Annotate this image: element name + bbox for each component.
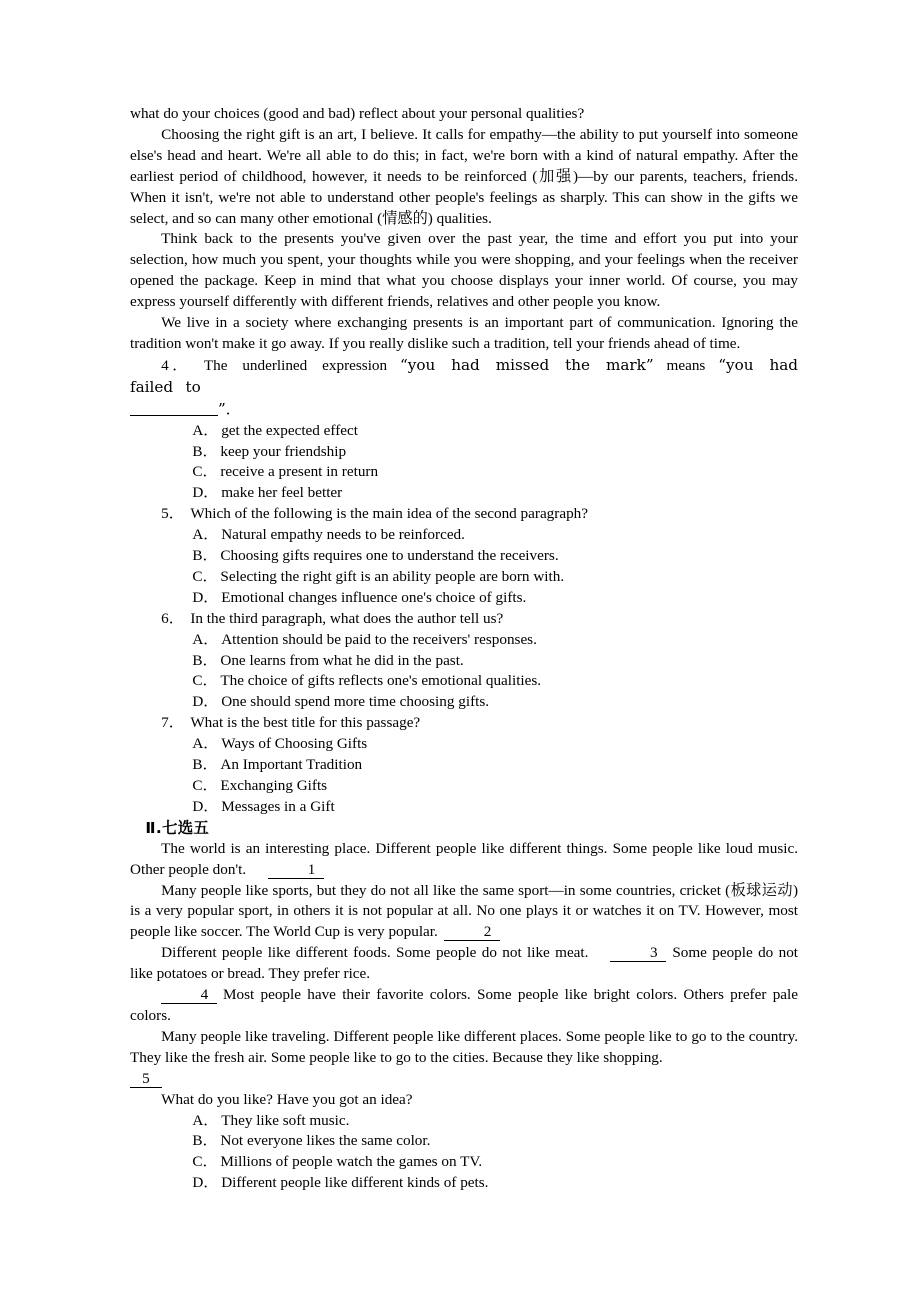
passage-paragraph-2: Think back to the presents you've given over the past year, the time and effort you put into your selection, how much you spent, your thoughts while you were shopping, and your feelings when the receiver opened the package. Keep in mind that what you choose displays your inner world. Of course, you may express yourself differently with different friends, relatives and other people you know. (130, 230, 798, 311)
cloze-blank-2[interactable]: 2 (444, 924, 499, 941)
option-letter: A． (192, 421, 219, 439)
option-text: receive a present in return (220, 463, 379, 481)
option-text: keep your friendship (220, 442, 347, 460)
option-text: Messages in a Gift (221, 797, 335, 815)
question-7-option-a[interactable] (130, 734, 798, 755)
option-text: get the expected effect (221, 421, 358, 439)
question-7-option-c[interactable] (130, 776, 798, 797)
option-letter: A． (192, 630, 219, 648)
section-2-paragraph-4 (130, 985, 798, 1027)
section-2-paragraph-4-text: Most people have their favorite colors. Some people like bright colors. Others prefer pale colors. (130, 986, 798, 1024)
question-4-option-a[interactable] (130, 421, 798, 442)
section-2-option-c[interactable] (130, 1152, 798, 1173)
question-5-option-d[interactable] (130, 588, 798, 609)
option-text: Not everyone likes the same color. (220, 1132, 431, 1150)
option-text: They like soft music. (221, 1111, 350, 1129)
section-2-option-b[interactable] (130, 1131, 798, 1152)
question-4-option-b[interactable] (130, 442, 798, 463)
option-text: Different people like different kinds of pets. (221, 1174, 489, 1192)
section-2-paragraph-3 (130, 943, 798, 985)
option-letter: C． (192, 777, 218, 794)
question-7-stem-text: What is the best title for this passage? (190, 714, 421, 732)
question-6-option-b[interactable] (130, 651, 798, 672)
question-6-option-d[interactable] (130, 692, 798, 713)
document-body (130, 104, 798, 1194)
question-4-quoted-expression: “you had missed the mark” (400, 355, 654, 374)
section-2-paragraph-5-blank-line (130, 1069, 798, 1090)
question-6-number: 6． (161, 609, 184, 627)
section-2-paragraph-2 (130, 881, 798, 944)
option-letter: B． (192, 651, 218, 669)
question-5-stem-text: Which of the following is the main idea of the second paragraph? (190, 505, 589, 523)
question-4-quoted-open: “you had failed to (130, 355, 799, 396)
option-letter: C． (192, 1153, 218, 1171)
option-letter: A． (192, 1111, 219, 1129)
question-7-option-d[interactable] (130, 797, 798, 818)
section-2-paragraph-5-text: Many people like traveling. Different people like different places. Some people like to go to the country. They like the fresh air. Some people like to go to the cities. Because they like shopping. (130, 1027, 798, 1066)
section-2-paragraph-6: What do you like? Have you got an idea? (161, 1090, 413, 1108)
section-2-paragraph-3-text-b: Some people do not like potatoes or bread. They prefer rice. (130, 944, 799, 983)
question-4-option-d[interactable] (130, 483, 798, 504)
question-4-stem-part2: means (666, 356, 706, 374)
option-text: Natural empathy needs to be reinforced. (221, 526, 465, 544)
question-4-number: 4． (161, 356, 191, 374)
option-text: make her feel better (221, 484, 343, 502)
question-5-option-a[interactable] (130, 525, 798, 546)
question-7-option-b[interactable] (130, 755, 798, 776)
cloze-blank-3[interactable]: 3 (610, 945, 665, 962)
cloze-blank-4[interactable]: 4 (161, 987, 216, 1004)
question-7-stem (130, 713, 798, 734)
section-2-heading: Ⅱ.七选五 (145, 818, 210, 837)
option-letter: C． (192, 672, 218, 690)
option-letter: A． (192, 526, 219, 544)
option-text: Choosing gifts requires one to understand the receivers. (220, 547, 559, 565)
option-text: An Important Tradition (220, 756, 363, 774)
passage-paragraph-1: Choosing the right gift is an art, I believe. It calls for empathy—the ability to put yourself into someone else's head and heart. We're all able to do this; in fact, we're born with a kind of natural empathy. After the earliest period of childhood, however, it needs to be reinforced (加强)—by our parents, teachers, friends. When it isn't, we're not able to understand other people's feelings as sharply. This can show in the gifts we select, and so can many other emotional (情感的) qualities. (130, 125, 798, 227)
option-letter: D． (192, 484, 219, 502)
section-2-paragraph-1-text: The world is an interesting place. Different people like different things. Some people like loud music. Other people don't. (130, 839, 798, 878)
question-4-stem-part1: The underlined expression (203, 356, 388, 374)
question-5-option-c[interactable] (130, 567, 798, 588)
question-5-stem (130, 504, 798, 525)
cloze-blank-5[interactable]: 5 (130, 1071, 162, 1088)
question-6-stem-text: In the third paragraph, what does the author tell us? (190, 609, 504, 627)
question-5-option-b[interactable] (130, 546, 798, 567)
section-2-paragraph-2-text: Many people like sports, but they do not all like the same sport—in some countries, cricket (板球运动) is a very popular sport, in others it is not popular at all. No one plays it or watches it on TV. However, most people like soccer. The World Cup is very popular. (130, 881, 798, 941)
option-letter: B． (192, 547, 218, 565)
option-letter: D． (192, 588, 219, 606)
option-letter: D． (192, 797, 219, 815)
section-2-paragraph-1 (130, 839, 798, 881)
option-letter: D． (192, 693, 219, 711)
section-2-paragraph-5 (130, 1027, 798, 1069)
question-6-option-c[interactable] (130, 671, 798, 692)
option-text: The choice of gifts reflects one's emotional qualities. (220, 672, 542, 690)
option-letter: B． (192, 1132, 218, 1150)
option-letter: B． (192, 442, 218, 460)
question-7-number: 7． (161, 714, 184, 732)
option-text: Exchanging Gifts (220, 777, 328, 794)
question-4-option-c[interactable] (130, 462, 798, 483)
cloze-blank-1[interactable]: 1 (268, 862, 323, 879)
passage-continuation-line: what do your choices (good and bad) reflect about your personal qualities? (130, 105, 585, 122)
option-letter: A． (192, 735, 219, 753)
question-5-number: 5． (161, 505, 184, 523)
option-text: Ways of Choosing Gifts (221, 735, 368, 753)
option-text: Attention should be paid to the receivers' responses. (221, 630, 537, 648)
section-2-paragraph-3-text-a: Different people like different foods. Some people do not like meat. (161, 944, 589, 962)
question-4-answer-blank-line (130, 399, 798, 421)
passage-paragraph-3: We live in a society where exchanging presents is an important part of communication. Ignoring the tradition won't make it go away. If you really dislike such a tradition, tell your friends ahead of time. (130, 314, 798, 352)
question-4-answer-blank[interactable] (130, 401, 218, 416)
option-letter: C． (192, 463, 218, 481)
question-4-quoted-close: ”． (218, 399, 241, 418)
option-text: One learns from what he did in the past. (220, 651, 464, 669)
question-6-stem (130, 609, 798, 630)
section-2-option-d[interactable] (130, 1173, 798, 1194)
option-text: Millions of people watch the games on TV. (220, 1153, 483, 1171)
option-letter: C． (192, 567, 218, 585)
option-text: Selecting the right gift is an ability people are born with. (220, 567, 565, 585)
question-4-stem (130, 355, 798, 399)
option-letter: D． (192, 1174, 219, 1192)
question-6-option-a[interactable] (130, 630, 798, 651)
option-letter: B． (192, 756, 218, 774)
option-text: One should spend more time choosing gifts. (221, 693, 490, 711)
section-2-option-a[interactable] (130, 1111, 798, 1132)
option-text: Emotional changes influence one's choice of gifts. (221, 588, 527, 606)
